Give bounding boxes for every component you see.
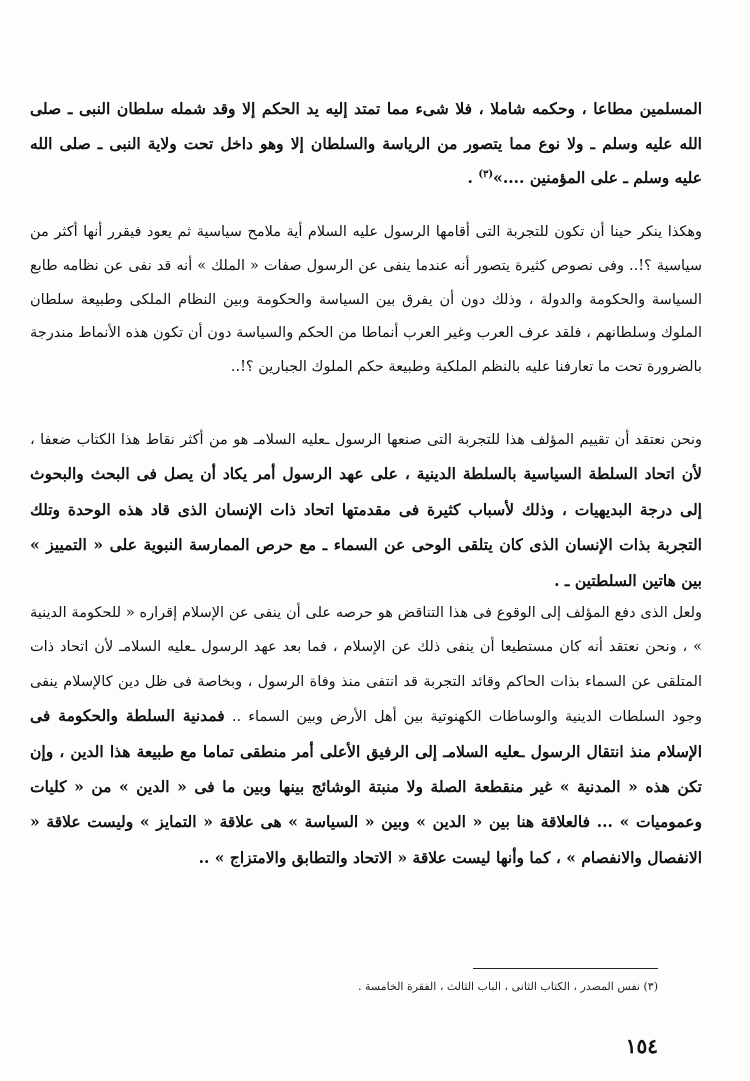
paragraph-text: [30, 92, 702, 196]
paragraph-contradiction: [30, 216, 702, 385]
paragraph-assessment: [30, 423, 702, 599]
paragraph-text: وهكذا ينكر حينا أن تكون للتجربة التى أقامها الرسول عليه السلام أية ملامح سياسية ثم يعود فيقرر أنها أكثر من سياسية ؟!.. وفى نصوص كثيرة يتصور أنه عندما ينفى عن الرسول صفات « الملك » أنه قد نفى عن نظامه طابع السياسة والحكومة والدولة ، وذلك دون أن يفرق بين السياسة والحكومة وبين النظام الملكى وطبيعة سلطان الملوك وسلطانهم ، فلقد عرف العرب وغير العرب أنماطا من الحكم والسياسة دون أن تكون هذه الأنماط مندرجة بالضرورة تحت ما تعارفنا عليه بالنظم الملكية وطبيعة حكم الملوك الجبارين ؟!..: [30, 224, 702, 376]
regular-text: ونحن نعتقد أن تقييم المؤلف هذا للتجربة التى صنعها الرسول ـعليه السلامـ هو من أكثر نقاط هذا الكتاب ضعفا ،: [30, 432, 702, 448]
bold-text: لأن اتحاد السلطة السياسية بالسلطة الدينية ، على عهد الرسول أمر يكاد أن يصل فى البحث والبحوث إلى درجة البديهيات ، وذلك لأسباب كثيرة فى مقدمتها اتحاد ذات الإنسان الذى قاد هذه الوحدة وتلك التجربة بذات الإنسان الذى كان يتلقى الوحى عن السماء ـ مع حرص الممارسة النبوية على « التمييز » بين هاتين السلطتين ـ .: [30, 464, 702, 590]
footnote-reference: (٣): [478, 168, 494, 180]
regular-text: ولعل الذى دفع المؤلف إلى الوقوع فى هذا التناقض هو حرصه على أن ينفى عن الإسلام إقراره « للحكومة الدينية » ، ونحن نعتقد أنه كان مستطيعا أن ينفى ذلك عن الإسلام ، فما بعد عهد الرسول ـعليه السلامـ لأن اتحاد ذات المتلقى عن السماء بذات الحاكم وقائد التجربة قد انتفى منذ وفاة الرسول ، وبخاصة فى ظل دين كالإسلام ينفى وجود السلطات الدينية والوساطات الكهنوتية بين أهل الأرض وبين السماء ..: [30, 605, 702, 726]
paragraph-civil-authority: [30, 596, 702, 876]
paragraph-text: [30, 423, 702, 599]
quote-text: المسلمين مطاعا ، وحكمه شاملا ، فلا شىء مما تمتد إليه يد الحكم إلا وقد شمله سلطان النبى ـ صلى الله عليه وسلم ـ ولا نوع مما يتصور من الرياسة والسلطان إلا وهو داخل تحت ولاية النبى ـ صلى الله عليه وسلم ـ على المؤمنين ....»: [30, 99, 702, 187]
quote-end: .: [467, 168, 479, 187]
paragraph-text: [30, 596, 702, 876]
bold-text: فمدنية السلطة والحكومة فى الإسلام منذ انتقال الرسول ـعليه السلامـ إلى الرفيق الأعلى أمر منطقى تماما مع طبيعة هذا الدين ، وإن تكن هذه « المدنية » غير منقطعة الصلة ولا منبتة الوشائج بينها وبين ما فى « الدين » من « كليات وعموميات » ... فالعلاقة هنا بين « الدين » وبين « السياسة » هى علاقة « التمايز » وليست علاقة « الانفصال والانفصام » ، كما وأنها ليست علاقة « الاتحاد والتطابق والامتزاج » ..: [30, 706, 702, 867]
footnote-divider: [473, 968, 658, 969]
footnote: (٣) نفس المصدر ، الكتاب الثانى ، الباب الثالث ، الفقرة الخامسة .: [358, 980, 658, 993]
paragraph-quote-continuation: [30, 92, 702, 196]
page-number: ١٥٤: [625, 1034, 658, 1058]
